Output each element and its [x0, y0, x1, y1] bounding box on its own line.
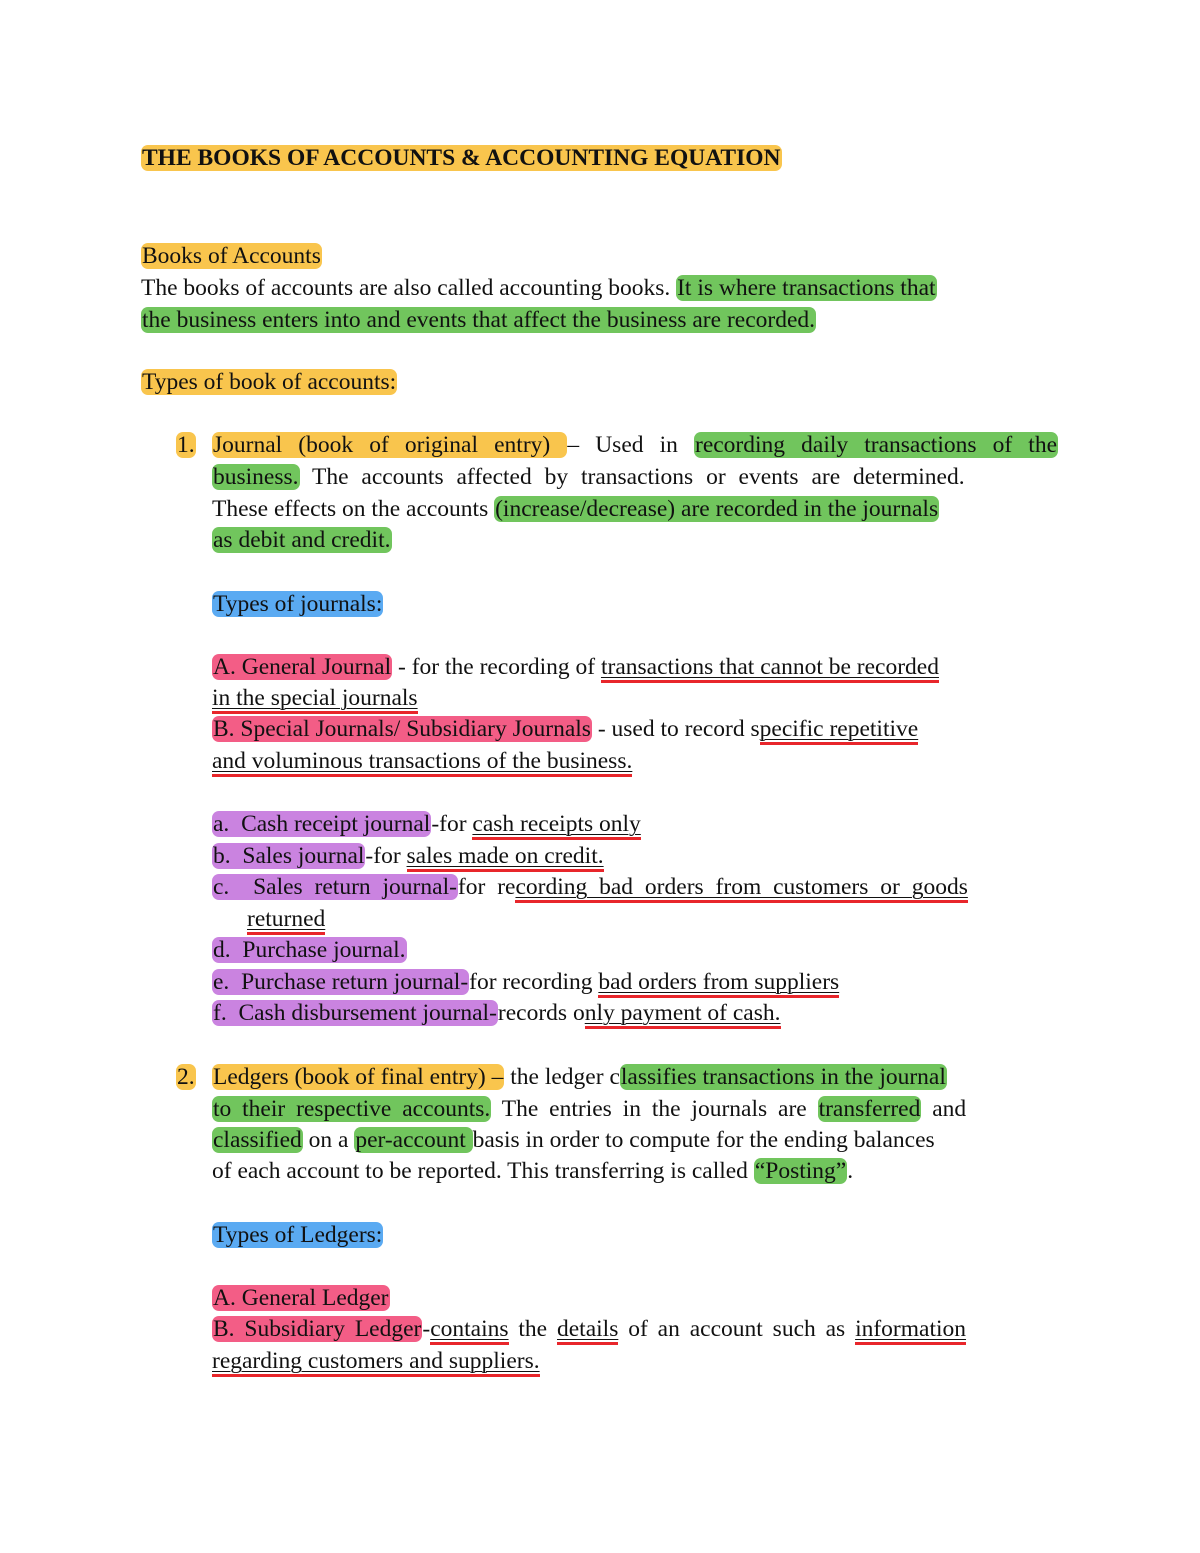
item2-line2: to their respective accounts. The entries in the journals are transferred and	[213, 1096, 967, 1122]
item1-line3: These effects on the accounts (increase/decrease) are recorded in the journals	[212, 496, 939, 522]
special-item-f: f. Cash disbursement journal-records only payment of cash.	[212, 998, 781, 1029]
special-item-b: b. Sales journal-for sales made on credit.	[212, 841, 604, 872]
books-paragraph-line1: The books of accounts are also called accounting books. It is where transactions that	[141, 275, 936, 301]
special-item-e: e. Purchase return journal-for recording bad orders from suppliers	[212, 967, 839, 998]
books-paragraph-line2: the business enters into and events that affect the business are recorded.	[142, 307, 816, 333]
special-item-c: c. Sales return journal-for recording bad orders from customers or goods	[212, 872, 1058, 903]
ledgers-heading: Types of Ledgers:	[213, 1222, 383, 1248]
item1-line4: as debit and credit.	[213, 527, 391, 553]
item2-number: 2.	[177, 1064, 195, 1090]
subsidiary-ledger-line2: regarding customers and suppliers.	[212, 1346, 540, 1377]
journals-heading: Types of journals:	[213, 591, 383, 617]
books-heading: Books of Accounts	[142, 243, 321, 269]
item2-line1: Ledgers (book of final entry) – the ledger classifies transactions in the journal	[213, 1064, 946, 1090]
item1-line2: business. The accounts affected by transactions or events are determined.	[213, 464, 965, 490]
item2-line4: of each account to be reported. This transferring is called “Posting”.	[212, 1158, 854, 1184]
special-item-a: a. Cash receipt journal-for cash receipts only	[212, 809, 641, 840]
special-journal-line1: B. Special Journals/ Subsidiary Journals - used to record specific repetitive	[212, 714, 918, 745]
types-heading: Types of book of accounts:	[142, 369, 397, 395]
general-journal-line2: in the special journals	[212, 683, 418, 714]
special-item-c-cont: returned	[247, 904, 325, 935]
special-item-d: d. Purchase journal.	[213, 937, 406, 963]
general-ledger: A. General Ledger	[213, 1285, 389, 1311]
general-journal-line1: A. General Journal - for the recording of transactions that cannot be recorded	[212, 652, 939, 683]
document-title	[141, 143, 782, 174]
subsidiary-ledger-line1: B. Subsidiary Ledger-contains the details of an account such as information	[212, 1314, 1058, 1345]
title-highlight: THE BOOKS OF ACCOUNTS & ACCOUNTING EQUATION	[142, 145, 781, 171]
item1-line1: Journal (book of original entry) – Used in recording daily transactions of the	[213, 432, 1057, 458]
item1-number: 1.	[177, 432, 195, 458]
special-journal-line2: and voluminous transactions of the business.	[212, 746, 632, 777]
item2-line3: classified on a per-account basis in order to compute for the ending balances	[213, 1127, 935, 1153]
